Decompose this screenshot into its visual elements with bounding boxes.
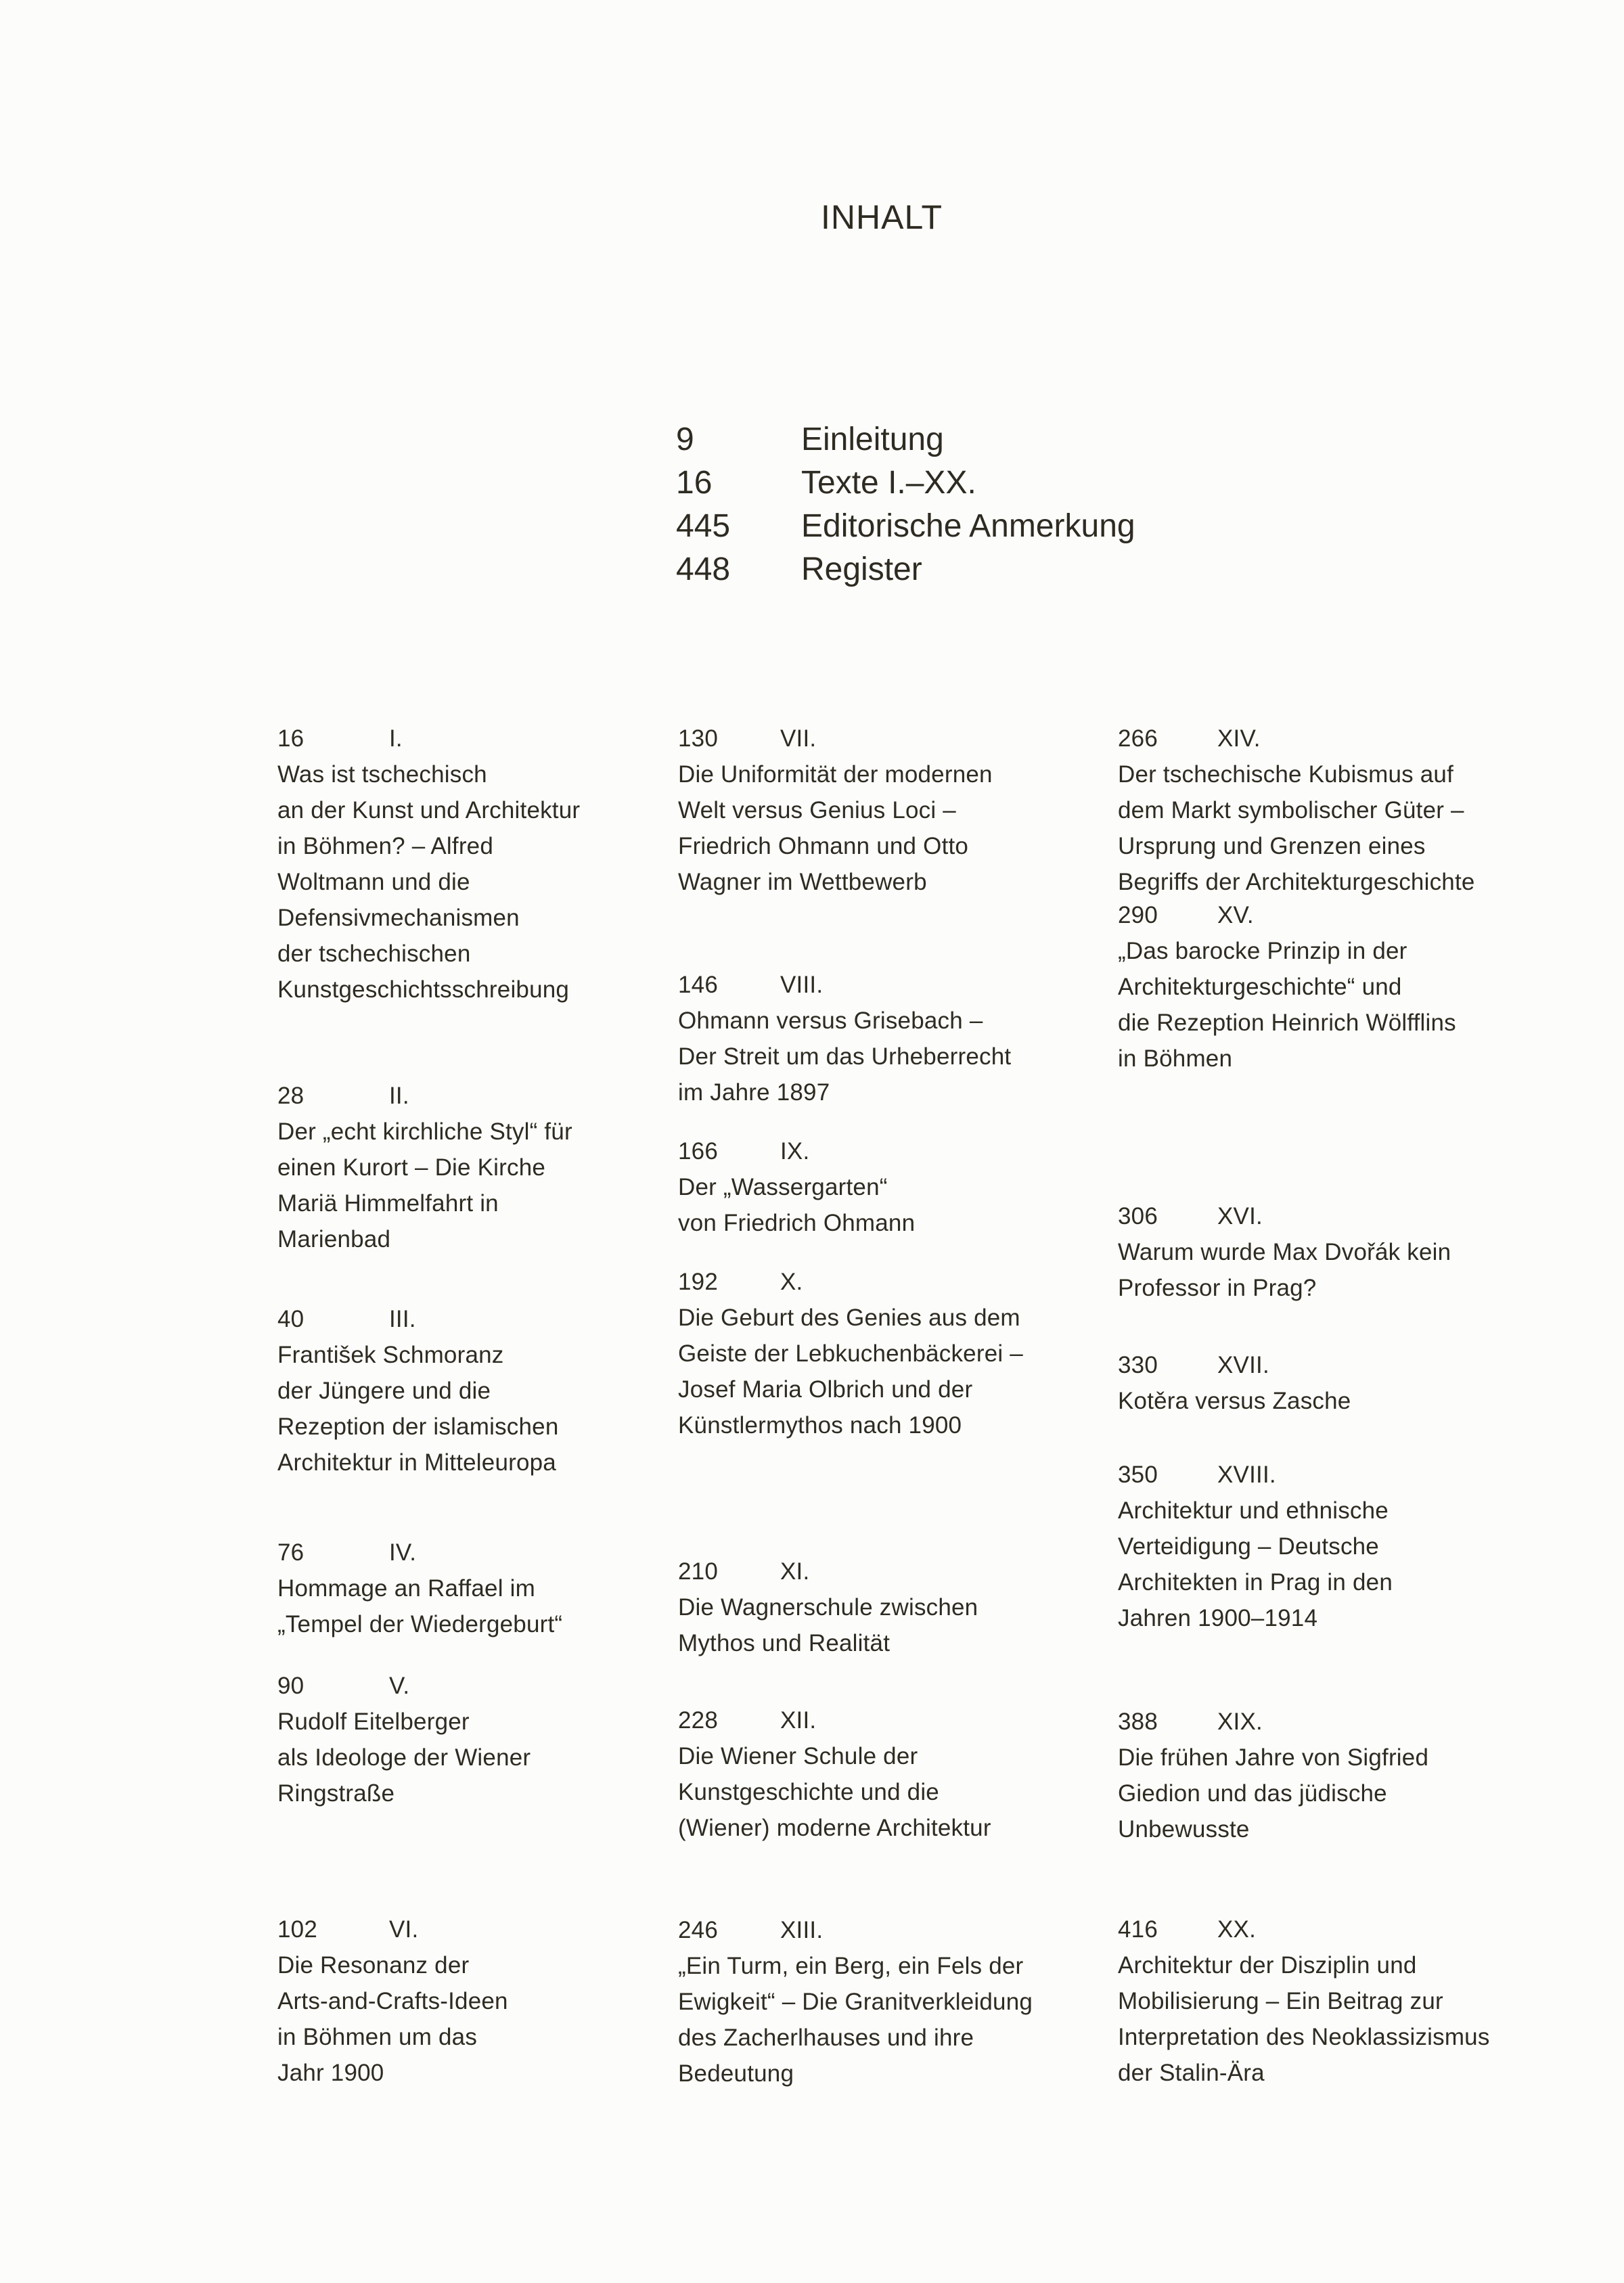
entry-roman-numeral: XV.	[1217, 902, 1254, 928]
summary-row	[676, 548, 1135, 591]
entry-page-number: 306	[1118, 1203, 1158, 1229]
entry-title-line: Ewigkeit“ – Die Granitverkleidung	[678, 1989, 1033, 2015]
entry-title-line: der Stalin-Ära	[1118, 2060, 1265, 2086]
entry-title-line: Begriffs der Architekturgeschichte	[1118, 869, 1475, 895]
entry-title-line: im Jahre 1897	[678, 1079, 830, 1106]
entry-title-line: Der tschechische Kubismus auf	[1118, 761, 1454, 788]
entry-title-line: (Wiener) moderne Architektur	[678, 1815, 991, 1841]
toc-entry	[1118, 1704, 1428, 1847]
entry-title-line: Warum wurde Max Dvořák kein	[1118, 1239, 1451, 1265]
entry-title-line: in Böhmen? – Alfred	[277, 833, 494, 859]
entry-title-line: Künstlermythos nach 1900	[678, 1412, 962, 1439]
entry-head	[678, 1133, 915, 1169]
entry-head	[1118, 1457, 1393, 1493]
entry-title-line: „Ein Turm, ein Berg, ein Fels der	[678, 1953, 1024, 1979]
entry-roman-numeral: XIX.	[1217, 1709, 1263, 1735]
entry-title-line: Mariä Himmelfahrt in	[277, 1190, 499, 1217]
entry-roman-numeral: XI.	[780, 1558, 810, 1585]
entry-head	[277, 1301, 558, 1337]
summary-row	[676, 461, 1135, 505]
entry-title-line: Wagner im Wettbewerb	[678, 869, 927, 895]
toc-entry	[1118, 1457, 1393, 1636]
page-title: INHALT	[821, 198, 943, 236]
entry-title-line: in Böhmen um das	[277, 2024, 478, 2050]
entry-roman-numeral: XX.	[1217, 1916, 1257, 1943]
entry-page-number: 16	[277, 725, 304, 752]
entry-page-number: 102	[277, 1916, 317, 1943]
entry-page-number: 266	[1118, 725, 1158, 752]
entry-head	[678, 1702, 991, 1738]
entry-title-line: Bedeutung	[678, 2060, 794, 2087]
entry-title-line: Der Streit um das Urheberrecht	[678, 1043, 1012, 1070]
entry-title-line: Jahr 1900	[277, 2060, 384, 2086]
entry-head	[1118, 721, 1475, 756]
entry-title-line: Verteidigung – Deutsche	[1118, 1533, 1379, 1560]
entry-head	[277, 1535, 562, 1570]
entry-roman-numeral: XVIII.	[1217, 1462, 1276, 1488]
entry-page-number: 228	[678, 1707, 718, 1734]
entry-title-line: Hommage an Raffael im	[277, 1575, 535, 1602]
entry-title-line: Die Wiener Schule der	[678, 1743, 918, 1769]
entry-head	[1118, 1912, 1490, 1947]
entry-title-line: einen Kurort – Die Kirche	[277, 1154, 546, 1181]
entry-title-line: der tschechischen	[277, 941, 471, 967]
entry-page-number: 28	[277, 1083, 304, 1109]
entry-page-number: 246	[678, 1917, 718, 1943]
entry-page-number: 130	[678, 725, 718, 752]
entry-title-line: Unbewusste	[1118, 1816, 1250, 1843]
entry-page-number: 192	[678, 1269, 718, 1295]
summary-label: Register	[801, 551, 922, 587]
entry-title-line: Architektur in Mitteleuropa	[277, 1449, 556, 1476]
entry-page-number: 76	[277, 1539, 304, 1566]
entry-head	[277, 721, 580, 756]
toc-entry	[277, 721, 580, 1008]
entry-head	[678, 967, 1011, 1003]
summary-page-number: 9	[676, 422, 694, 457]
entry-title-line: Ringstraße	[277, 1780, 395, 1807]
entry-title-line: Josef Maria Olbrich und der	[678, 1376, 973, 1403]
entry-roman-numeral: II.	[389, 1083, 409, 1109]
entry-title-line: Rudolf Eitelberger	[277, 1709, 470, 1735]
entry-head	[678, 1554, 978, 1589]
entry-title-line: Was ist tschechisch	[277, 761, 487, 788]
entry-head	[678, 721, 993, 756]
entry-roman-numeral: XIV.	[1217, 725, 1261, 752]
toc-entry	[1118, 1912, 1490, 2091]
entry-title-line: des Zacherlhauses und ihre	[678, 2025, 974, 2051]
entry-title-line: Kotěra versus Zasche	[1118, 1388, 1351, 1414]
entry-roman-numeral: IX.	[780, 1138, 810, 1165]
entry-page-number: 166	[678, 1138, 718, 1165]
entry-head	[1118, 1198, 1451, 1234]
toc-entry	[678, 1912, 1033, 2092]
entry-roman-numeral: VI.	[389, 1916, 419, 1943]
toc-entry	[678, 1133, 915, 1241]
summary-list	[676, 418, 1135, 591]
entry-title-line: Die Resonanz der	[277, 1952, 470, 1979]
entry-page-number: 90	[277, 1673, 304, 1699]
entry-head	[277, 1668, 531, 1704]
entry-title-line: von Friedrich Ohmann	[678, 1210, 916, 1236]
entry-roman-numeral: X.	[780, 1269, 803, 1295]
toc-entry	[678, 1264, 1023, 1443]
summary-label: Einleitung	[801, 422, 944, 457]
toc-entry	[678, 967, 1011, 1110]
entry-head	[678, 1912, 1033, 1948]
entry-head	[1118, 1704, 1428, 1740]
entry-roman-numeral: XIII.	[780, 1917, 824, 1943]
summary-page-number: 448	[676, 551, 731, 587]
toc-entry	[1118, 897, 1456, 1077]
entry-page-number: 350	[1118, 1462, 1158, 1488]
entry-title-line: dem Markt symbolischer Güter –	[1118, 797, 1464, 823]
entry-title-line: an der Kunst und Architektur	[277, 797, 581, 823]
entry-title-line: in Böhmen	[1118, 1045, 1233, 1072]
summary-label: Texte I.–XX.	[801, 465, 976, 501]
entry-title-line: als Ideologe der Wiener	[277, 1744, 531, 1771]
entry-title-line: Interpretation des Neoklassizismus	[1118, 2024, 1490, 2050]
entry-roman-numeral: V.	[389, 1673, 410, 1699]
entry-roman-numeral: XII.	[780, 1707, 817, 1734]
toc-entry	[277, 1535, 562, 1642]
entry-title-line: Mobilisierung – Ein Beitrag zur	[1118, 1988, 1443, 2014]
entry-roman-numeral: IV.	[389, 1539, 417, 1566]
entry-roman-numeral: XVI.	[1217, 1203, 1263, 1229]
entry-title-line: der Jüngere und die	[277, 1378, 491, 1404]
entry-page-number: 146	[678, 972, 718, 998]
entry-head	[1118, 897, 1456, 933]
entry-title-line: Mythos und Realität	[678, 1630, 890, 1656]
entry-roman-numeral: VIII.	[780, 972, 824, 998]
entry-page-number: 40	[277, 1306, 304, 1332]
entry-title-line: Geiste der Lebkuchenbäckerei –	[678, 1340, 1023, 1367]
toc-entry	[277, 1078, 572, 1257]
summary-row	[676, 505, 1135, 548]
entry-page-number: 416	[1118, 1916, 1158, 1943]
toc-entry	[1118, 1347, 1351, 1419]
entry-title-line: Rezeption der islamischen	[277, 1414, 559, 1440]
toc-entry	[277, 1912, 508, 2091]
entry-title-line: Architektur der Disziplin und	[1118, 1952, 1417, 1979]
entry-page-number: 330	[1118, 1352, 1158, 1378]
entry-title-line: Marienbad	[277, 1226, 391, 1252]
entry-roman-numeral: XVII.	[1217, 1352, 1269, 1378]
toc-entry	[678, 721, 993, 900]
entry-head	[277, 1078, 572, 1114]
entry-title-line: Arts-and-Crafts-Ideen	[277, 1988, 508, 2014]
entry-page-number: 290	[1118, 902, 1158, 928]
toc-entry	[1118, 721, 1475, 900]
entry-title-line: Architektur und ethnische	[1118, 1497, 1389, 1524]
entry-title-line: Giedion und das jüdische	[1118, 1780, 1387, 1807]
toc-entry	[277, 1668, 531, 1811]
entry-head	[277, 1912, 508, 1947]
entry-roman-numeral: VII.	[780, 725, 817, 752]
entry-title-line: Die Geburt des Genies aus dem	[678, 1305, 1020, 1331]
summary-row	[676, 418, 1135, 461]
entry-title-line: „Das barocke Prinzip in der	[1118, 938, 1407, 964]
entry-title-line: Professor in Prag?	[1118, 1275, 1317, 1301]
entry-title-line: Die Uniformität der modernen	[678, 761, 993, 788]
toc-entry	[277, 1301, 558, 1480]
entry-title-line: „Tempel der Wiedergeburt“	[277, 1611, 563, 1637]
entry-page-number: 388	[1118, 1709, 1158, 1735]
entry-title-line: Ohmann versus Grisebach –	[678, 1008, 983, 1034]
summary-label: Editorische Anmerkung	[801, 508, 1135, 544]
entry-title-line: Woltmann und die	[277, 869, 470, 895]
entry-title-line: Der „echt kirchliche Styl“ für	[277, 1118, 572, 1145]
entry-head	[1118, 1347, 1351, 1383]
entry-title-line: Der „Wassergarten“	[678, 1174, 888, 1200]
entry-title-line: Jahren 1900–1914	[1118, 1605, 1318, 1631]
toc-entry	[678, 1702, 991, 1846]
entry-roman-numeral: III.	[389, 1306, 416, 1332]
entry-title-line: Architekten in Prag in den	[1118, 1569, 1393, 1596]
toc-entry	[678, 1554, 978, 1661]
entry-title-line: Kunstgeschichtsschreibung	[277, 976, 570, 1003]
entry-title-line: Ursprung und Grenzen eines	[1118, 833, 1426, 859]
entry-title-line: Architekturgeschichte“ und	[1118, 974, 1402, 1000]
entry-roman-numeral: I.	[389, 725, 403, 752]
entry-title-line: Die Wagnerschule zwischen	[678, 1594, 978, 1621]
entry-page-number: 210	[678, 1558, 718, 1585]
entry-title-line: František Schmoranz	[277, 1342, 504, 1368]
entry-title-line: Friedrich Ohmann und Otto	[678, 833, 969, 859]
summary-page-number: 16	[676, 465, 713, 501]
summary-page-number: 445	[676, 508, 731, 544]
entry-title-line: die Rezeption Heinrich Wölfflins	[1118, 1010, 1456, 1036]
entry-title-line: Kunstgeschichte und die	[678, 1779, 939, 1805]
entry-title-line: Welt versus Genius Loci –	[678, 797, 956, 823]
toc-entry	[1118, 1198, 1451, 1306]
entry-title-line: Die frühen Jahre von Sigfried	[1118, 1744, 1429, 1771]
entry-head	[678, 1264, 1023, 1300]
entry-title-line: Defensivmechanismen	[277, 905, 520, 931]
